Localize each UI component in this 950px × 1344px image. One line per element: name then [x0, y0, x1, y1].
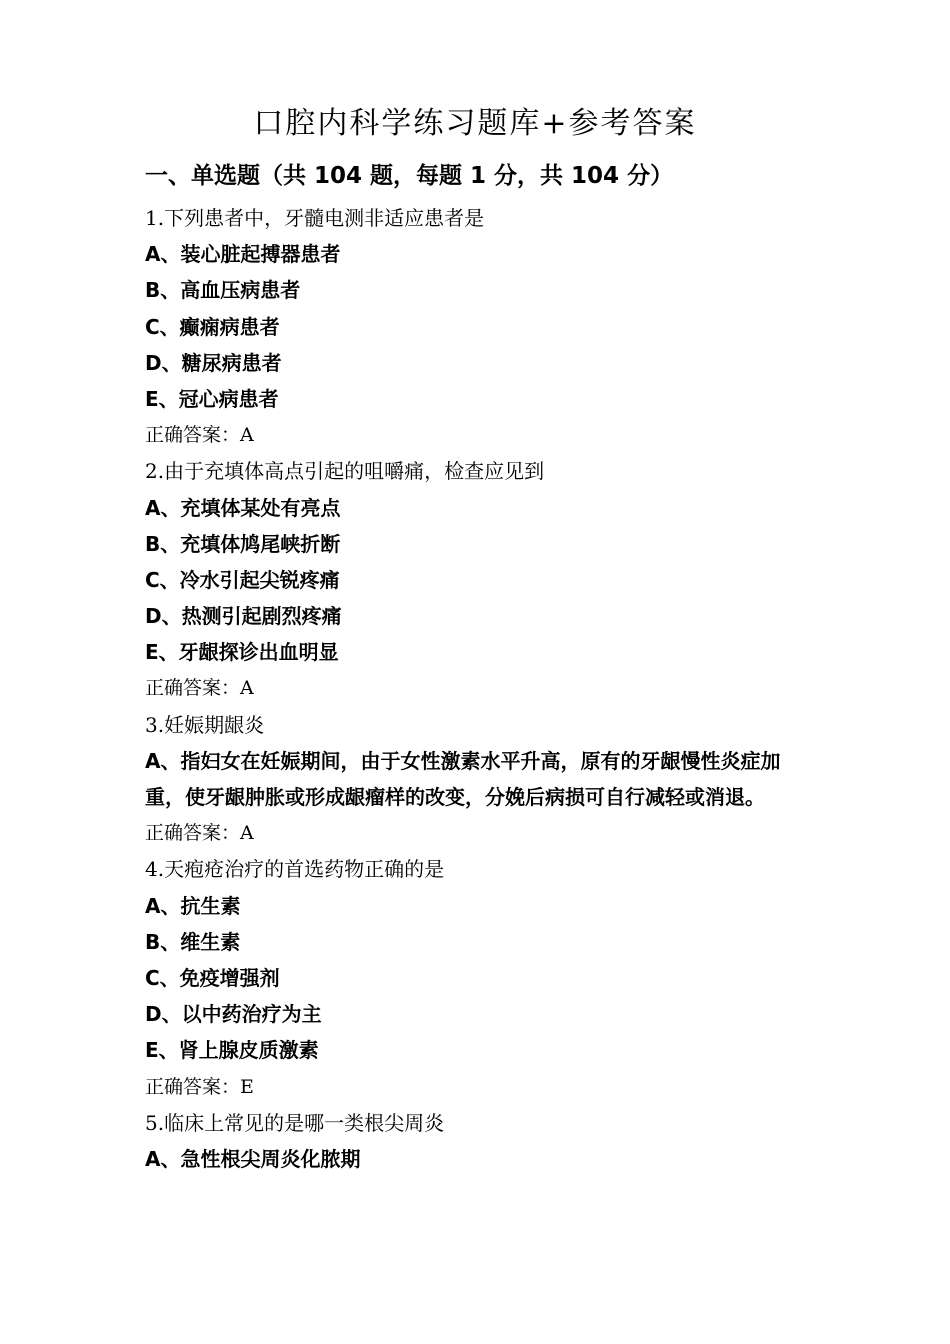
section-heading: 一、单选题（共 104 题，每题 1 分，共 104 分）: [145, 163, 674, 189]
question-text: 4.天疱疮治疗的首选药物正确的是: [145, 857, 445, 882]
option-item: B、充填体鸠尾峡折断: [145, 531, 341, 556]
question-text: 2.由于充填体高点引起的咀嚼痛，检查应见到: [145, 459, 545, 484]
document-title: 口腔内科学练习题库+参考答案: [253, 106, 697, 141]
question-text: 3.妊娠期龈炎: [145, 712, 265, 737]
option-item: D、以中药治疗为主: [145, 1002, 322, 1027]
option-item: E、肾上腺皮质激素: [145, 1038, 319, 1063]
question-list: [145, 200, 815, 1177]
question-text: 1.下列患者中，牙髓电测非适应患者是: [145, 206, 485, 230]
option-item: A、指妇女在妊娠期间，由于女性激素水平升高，原有的牙龈慢性炎症加重，使牙龈肿胀或形成龈瘤样的改变，分娩后病损可自行减轻或消退。: [145, 748, 781, 810]
option-item: A、装心脏起搏器患者: [145, 242, 341, 267]
answer-line: 正确答案：E: [145, 1075, 254, 1098]
option-item: B、高血压病患者: [145, 278, 301, 303]
option-item: D、热测引起剧烈疼痛: [145, 604, 342, 629]
option-item: A、充填体某处有亮点: [145, 495, 341, 520]
answer-line: 正确答案：A: [145, 677, 254, 700]
option-item: C、冷水引起尖锐疼痛: [145, 567, 340, 592]
question-text: 5.临床上常见的是哪一类根尖周炎: [145, 1110, 445, 1135]
option-item: D、糖尿病患者: [145, 350, 282, 375]
option-item: C、癫痫病患者: [145, 314, 280, 339]
option-item: C、免疫增强剂: [145, 965, 280, 990]
option-item: E、牙龈探诊出血明显: [145, 640, 339, 665]
option-item: A、急性根尖周炎化脓期: [145, 1146, 361, 1171]
option-item: E、冠心病患者: [145, 386, 279, 411]
option-item: A、抗生素: [145, 893, 241, 918]
option-item: B、维生素: [145, 929, 241, 954]
answer-line: 正确答案：A: [145, 822, 254, 845]
answer-line: 正确答案：A: [145, 424, 254, 447]
